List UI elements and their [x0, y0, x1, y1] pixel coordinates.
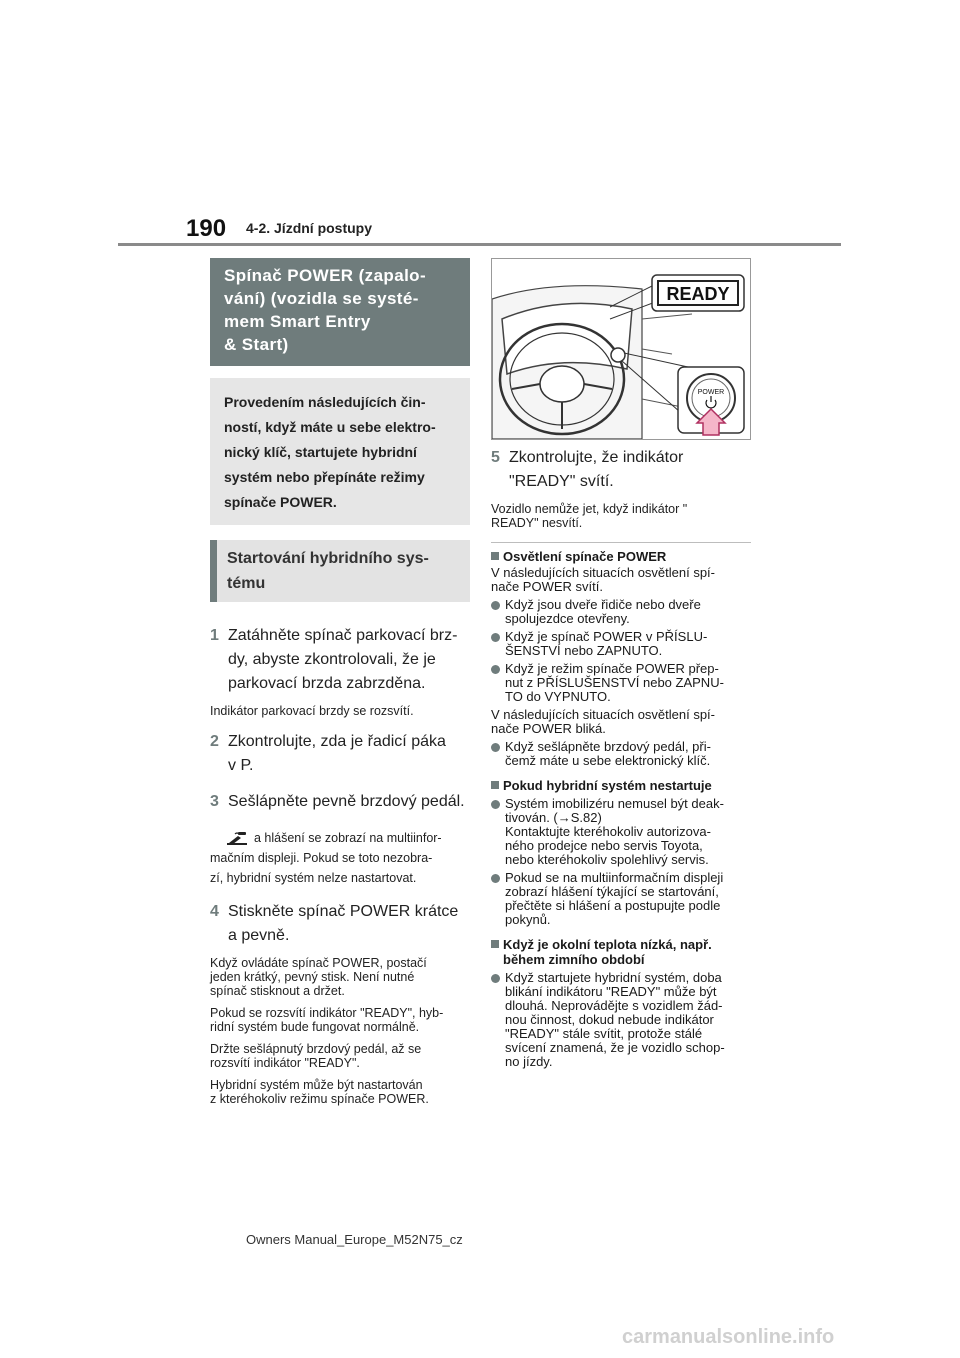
section-heading-line: vání) (vozidla se systé-	[224, 289, 419, 308]
watermark[interactable]: carmanualsonline.info	[622, 1326, 835, 1348]
step-text	[509, 446, 683, 494]
section-divider	[491, 542, 751, 543]
note	[210, 1078, 470, 1106]
intro-line: ností, když máte u sebe elektro-	[224, 419, 436, 435]
bullet-item	[491, 971, 751, 1069]
bullet-line: Když startujete hybridní systém, doba	[505, 970, 722, 985]
info-heading-text: Osvětlení spínače POWER	[503, 549, 667, 564]
note-first-line	[210, 828, 470, 848]
bullet-line: nut z PŘÍSLUŠENSTVÍ nebo ZAPNU-	[505, 675, 724, 690]
header-rule	[118, 243, 841, 246]
bullet-line: blikání indikátoru "READY" může být	[505, 984, 717, 999]
intro-line: Provedením následujících čin-	[224, 394, 426, 410]
bullet-line: Když jsou dveře řidiče nebo dveře	[505, 597, 701, 612]
dashboard-illustration	[491, 258, 751, 440]
bullet-line: spolujezdce otevřeny.	[505, 611, 630, 626]
info-text	[491, 708, 751, 736]
bullet-line: pokynů.	[505, 912, 551, 927]
bullet-line: nou činnost, dokud nebude indikátor	[505, 1012, 714, 1027]
circle-bullet-icon	[491, 874, 500, 883]
bullet-item	[491, 662, 751, 704]
step-text	[228, 730, 446, 778]
brake-pedal-icon	[226, 830, 248, 846]
circle-bullet-icon	[491, 800, 500, 809]
note-line: zí, hybridní systém nelze nastartovat.	[210, 871, 417, 885]
bullet-line: Když je režim spínače POWER přep-	[505, 661, 719, 676]
step-line: "READY" svítí.	[509, 473, 614, 490]
square-bullet-icon	[491, 781, 499, 789]
step-number: 1	[210, 627, 219, 644]
page-reference-link[interactable]: tivován. (→S.82)	[505, 810, 602, 825]
note-line: ridní systém bude fungovat normálně.	[210, 1020, 420, 1034]
info-line: nače POWER bliká.	[491, 721, 606, 736]
step-1	[210, 624, 470, 696]
intro-line: nický klíč, startujete hybridní	[224, 444, 417, 460]
note-line: rozsvítí indikátor "READY".	[210, 1056, 360, 1070]
ready-indicator-label: READY	[666, 284, 730, 304]
note-line: Držte sešlápnutý brzdový pedál, až se	[210, 1042, 422, 1056]
note	[210, 828, 470, 888]
step-line: v P.	[228, 757, 254, 774]
bullet-item	[491, 598, 751, 626]
info-heading	[491, 549, 751, 564]
step-line: a pevně.	[228, 927, 290, 944]
section-heading	[210, 258, 470, 366]
step-line: parkovací brzda zabrzděna.	[228, 675, 426, 692]
info-line: V následujících situacích osvětlení spí-	[491, 565, 716, 580]
sub-heading-line: Startování hybridního sys-	[227, 550, 429, 567]
note	[210, 1006, 470, 1034]
bullet-line: Systém imobilizéru nemusel být deak-	[505, 796, 724, 811]
bullet-line: dlouhá. Neprovádějte s vozidlem žád-	[505, 998, 723, 1013]
dashboard-drawing	[492, 259, 750, 439]
note-line: z kteréhokoliv režimu spínače POWER.	[210, 1092, 429, 1106]
note-line: a hlášení se zobrazí na multiinfor-	[254, 831, 442, 845]
info-text	[491, 566, 751, 594]
info-heading-text: Když je okolní teplota nízká, např.	[503, 937, 712, 952]
bullet-line: přečtěte si hlášení a postupujte podle	[505, 898, 721, 913]
info-heading-text: Pokud hybridní systém nestartuje	[503, 778, 712, 793]
step-text	[228, 790, 465, 814]
section-heading-line: Spínač POWER (zapalo-	[224, 266, 427, 285]
sub-heading-line: tému	[227, 575, 266, 592]
step-line: Stiskněte spínač POWER krátce	[228, 903, 459, 920]
bullet-line: Pokud se na multiinformačním displeji	[505, 870, 724, 885]
page-number: 190	[186, 215, 227, 242]
section-heading-line: & Start)	[224, 335, 289, 354]
bullet-item	[491, 740, 751, 768]
power-button-label: POWER	[697, 389, 725, 396]
bullet-item	[491, 630, 751, 658]
step-line: Zkontrolujte, že indikátor	[509, 449, 684, 466]
step-number: 2	[210, 733, 219, 750]
note	[210, 1042, 470, 1070]
info-line: nače POWER svítí.	[491, 579, 603, 594]
intro-box	[210, 378, 470, 525]
left-column	[210, 258, 470, 1106]
step-line: Zkontrolujte, zda je řadicí páka	[228, 733, 446, 750]
circle-bullet-icon	[491, 633, 500, 642]
bullet-line: Když sešlápněte brzdový pedál, při-	[505, 739, 711, 754]
bullet-line: svícení znamená, že je vozidlo schop-	[505, 1040, 725, 1055]
bullet-line: čemž máte u sebe elektronický klíč.	[505, 753, 711, 768]
bullet-line: no jízdy.	[505, 1054, 553, 1069]
note-line: Když ovládáte spínač POWER, postačí	[210, 956, 427, 970]
sub-heading	[210, 540, 470, 602]
step-number: 3	[210, 793, 219, 810]
step-line: Zatáhněte spínač parkovací brz-	[228, 627, 458, 644]
step-4	[210, 900, 470, 948]
info-heading	[491, 937, 751, 967]
step-line: Sešlápněte pevně brzdový pedál.	[228, 793, 465, 810]
bullet-item	[491, 797, 751, 867]
note	[491, 502, 751, 530]
step-2	[210, 730, 470, 778]
intro-line: systém nebo přepínáte režimy	[224, 469, 425, 485]
step-text	[228, 624, 457, 696]
bullet-line: zobrazí hlášení týkající se startování,	[505, 884, 719, 899]
bullet-item	[491, 871, 751, 927]
footer-text: Owners Manual_Europe_M52N75_cz	[246, 1232, 463, 1247]
step-number: 4	[210, 903, 219, 920]
note	[210, 956, 470, 998]
step-number: 5	[491, 449, 500, 466]
circle-bullet-icon	[491, 974, 500, 983]
bullet-line: nebo kteréhokoliv spolehlivý servis.	[505, 852, 709, 867]
right-column	[491, 258, 751, 1069]
note-line: mačním displeji. Pokud se toto nezobra-	[210, 851, 433, 865]
bullet-line: TO do VYPNUTO.	[505, 689, 611, 704]
info-line: V následujících situacích osvětlení spí-	[491, 707, 716, 722]
circle-bullet-icon	[491, 743, 500, 752]
note-line: READY" nesvítí.	[491, 516, 583, 530]
note-line: Indikátor parkovací brzdy se rozsvítí.	[210, 704, 414, 718]
bullet-line: ŠENSTVÍ nebo ZAPNUTO.	[505, 643, 663, 658]
step-text	[228, 900, 458, 948]
note-line: Hybridní systém může být nastartován	[210, 1078, 423, 1092]
info-heading-text: během zimního období	[503, 952, 645, 967]
step-line: dy, abyste zkontrolovali, že je	[228, 651, 436, 668]
step-3	[210, 790, 470, 814]
section-title: 4-2. Jízdní postupy	[246, 220, 373, 236]
section-heading-line: mem Smart Entry	[224, 312, 371, 331]
square-bullet-icon	[491, 940, 499, 948]
note-line: spínač stisknout a držet.	[210, 984, 345, 998]
bullet-line: ného prodejce nebo servis Toyota,	[505, 838, 703, 853]
bullet-line: "READY" stále svítit, protože stálé	[505, 1026, 703, 1041]
step-5	[491, 446, 751, 494]
note-line: Pokud se rozsvítí indikátor "READY", hyb-	[210, 1006, 444, 1020]
square-bullet-icon	[491, 552, 499, 560]
circle-bullet-icon	[491, 665, 500, 674]
bullet-line: Kontaktujte kteréhokoliv autorizova-	[505, 824, 711, 839]
info-heading	[491, 778, 751, 793]
bullet-line: Když je spínač POWER v PŘÍSLU-	[505, 629, 708, 644]
intro-line: spínače POWER.	[224, 494, 337, 510]
note-line: Vozidlo nemůže jet, když indikátor "	[491, 502, 688, 516]
circle-bullet-icon	[491, 601, 500, 610]
note	[210, 704, 470, 718]
note-line: jeden krátký, pevný stisk. Není nutné	[210, 970, 415, 984]
